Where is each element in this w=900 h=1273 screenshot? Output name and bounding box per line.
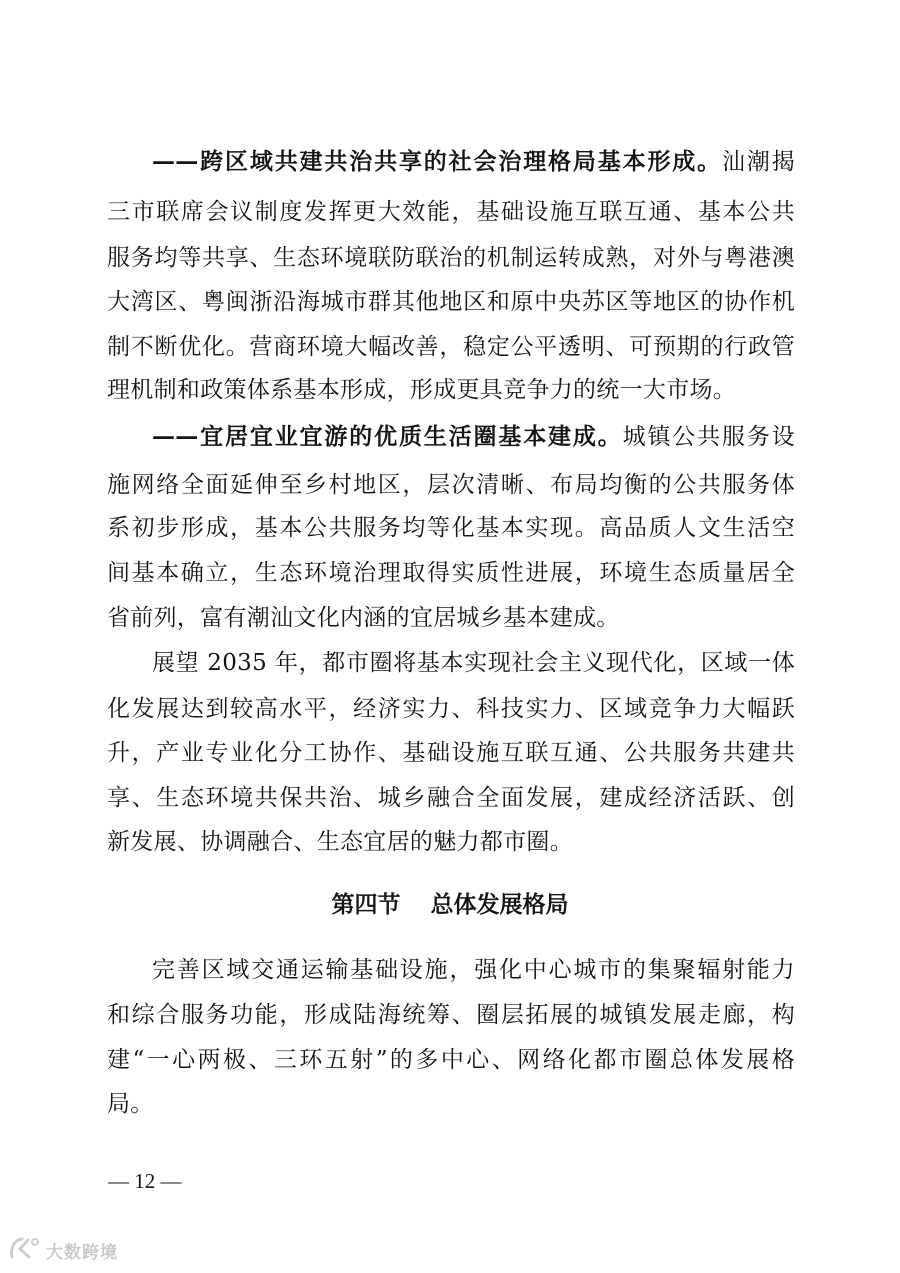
paragraph-lead: ——跨区域共建共治共享的社会治理格局基本形成。 (152, 148, 722, 175)
paragraph-line: 三市联席会议制度发挥更大效能，基础设施互联互通、基本公共 (107, 199, 795, 225)
paragraph-line: 新发展、协调融合、生态宜居的魅力都市圈。 (107, 829, 573, 855)
paragraph-line: 省前列，富有潮汕文化内涵的宜居城乡基本建成。 (107, 605, 620, 631)
paragraph-line: 化发展达到较高水平，经济实力、科技实力、区域竞争力大幅跃 (107, 696, 795, 722)
paragraph-line: 建“一心两极、三环五射”的多中心、网络化都市圈总体发展格 (107, 1047, 795, 1073)
paragraph-text: 城镇公共服务设 (622, 424, 795, 450)
paragraph-line: 享、生态环境共保共治、城乡融合全面发展，建成经济活跃、创 (107, 785, 795, 811)
paragraph-line (152, 147, 795, 177)
paragraph-line: 施网络全面延伸至乡村地区，层次清晰、布局均衡的公共服务体 (107, 472, 795, 498)
section-heading (0, 890, 900, 920)
section-number: 第四节 (331, 891, 401, 918)
paragraph-line: 展望 2035 年，都市圈将基本实现社会主义现代化，区域一体 (152, 650, 795, 676)
paragraph-lead: ——宜居宜业宜游的优质生活圈基本建成。 (152, 423, 623, 450)
paragraph-line: 系初步形成，基本公共服务均等化基本实现。高品质人文生活空 (107, 515, 795, 541)
paragraph-line: 局。 (107, 1091, 154, 1117)
watermark (8, 1236, 118, 1264)
paragraph-line: 升，产业专业化分工协作、基础设施互联互通、公共服务共建共 (107, 740, 795, 766)
section-title: 总体发展格局 (430, 891, 569, 918)
brand-logo-icon (8, 1235, 40, 1265)
paragraph-text: 汕潮揭 (722, 149, 795, 175)
paragraph-line (152, 422, 795, 452)
paragraph-line: 和综合服务功能，形成陆海统筹、圈层拓展的城镇发展走廊，构 (107, 1002, 795, 1028)
paragraph-line: 大湾区、粤闽浙沿海城市群其他地区和原中央苏区等地区的协作机 (107, 289, 795, 315)
watermark-text: 大数跨境 (46, 1242, 118, 1263)
page-number: — 12 — (108, 1169, 182, 1193)
paragraph-line: 服务均等共享、生态环境联防联治的机制运转成熟，对外与粤港澳 (107, 245, 795, 271)
paragraph-line: 制不断优化。营商环境大幅改善，稳定公平透明、可预期的行政管 (107, 334, 795, 360)
paragraph-line: 完善区域交通运输基础设施，强化中心城市的集聚辐射能力 (152, 957, 795, 983)
paragraph-line: 理机制和政策体系基本形成，形成更具竞争力的统一大市场。 (107, 377, 737, 403)
paragraph-line: 间基本确立，生态环境治理取得实质性进展，环境生态质量居全 (107, 560, 795, 586)
